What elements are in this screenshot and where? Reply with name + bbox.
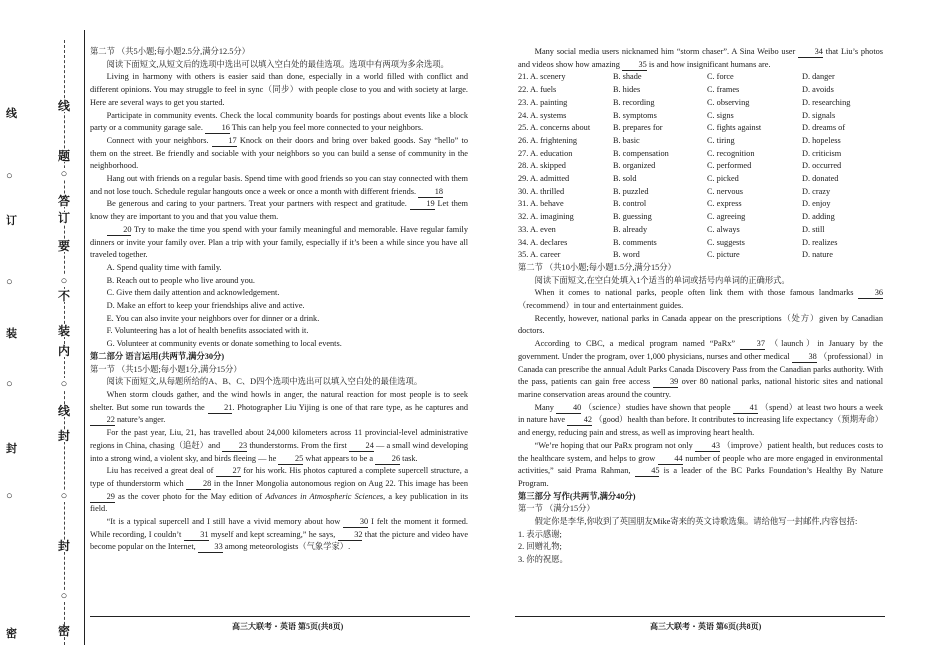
choice-option[interactable]: 26. A. frightening: [518, 135, 577, 145]
choice-option[interactable]: D. danger: [802, 72, 835, 82]
answer-blank[interactable]: 39: [653, 377, 678, 388]
choice-option[interactable]: 32. A. imagining: [518, 212, 574, 222]
answer-blank[interactable]: 44: [658, 454, 683, 465]
choice-option[interactable]: B. recording: [613, 97, 655, 107]
binding-label: 线: [6, 108, 17, 120]
choice-row: [518, 237, 883, 250]
margin-border-line: [84, 30, 85, 645]
answer-blank[interactable]: 28: [186, 479, 211, 490]
choice-option[interactable]: C. fights against: [707, 123, 762, 133]
choice-option[interactable]: 22. A. fuels: [518, 85, 557, 95]
choice-option[interactable]: D. criticism: [802, 148, 842, 158]
choice-row: [518, 148, 883, 161]
choice-option[interactable]: C. always: [707, 224, 740, 234]
choice-option[interactable]: B. already: [613, 224, 648, 234]
choice-option[interactable]: D. realizes: [802, 237, 838, 247]
instruction: 阅读下面短文,从短文后的选项中选出可以填入空白处的最佳选项。选项中有两项为多余选项。: [106, 59, 449, 69]
choice-row: [518, 198, 883, 211]
passage-paragraph: 20 Try to make the time you spend with your family meaningful and memorable. Have regular family dinners or invite your family over. Plan a trip with your family, especially if it’s been a while since you have all traveled together.: [90, 224, 468, 260]
choice-row: [518, 249, 883, 262]
answer-blank[interactable]: 23: [222, 441, 247, 452]
answer-blank[interactable]: 32: [338, 530, 363, 541]
binding-label: ○: [6, 276, 13, 288]
binding-label: ○: [6, 378, 13, 390]
binding-mark: 订: [58, 211, 71, 225]
binding-mark: 要: [58, 239, 71, 253]
footer-rule: [515, 616, 885, 617]
choice-option[interactable]: 30. A. thrilled: [518, 186, 565, 196]
binding-mark: 封: [58, 539, 71, 553]
choice-row: [518, 186, 883, 199]
answer-blank[interactable]: 42: [567, 415, 592, 426]
dashed-cut-line: [64, 40, 66, 645]
option: F. Volunteering has a lot of health benefits associated with it.: [106, 326, 309, 336]
choice-option[interactable]: B. shade: [613, 72, 642, 82]
passage-paragraph: Recently, however, national parks in Canada appear on the prescriptions（处方）given by Canadian doctors.: [518, 313, 883, 336]
page-footer-right: 高三大联考・英语 第6页(共8页): [650, 622, 762, 631]
option: C. Give them daily attention and acknowledgement.: [106, 288, 280, 298]
choice-row: [518, 122, 883, 135]
choice-option[interactable]: C. picked: [707, 174, 739, 184]
binding-label: 订: [6, 215, 17, 227]
answer-blank[interactable]: 43: [695, 441, 720, 452]
choice-option[interactable]: 27. A. education: [518, 148, 573, 158]
choice-row: [518, 160, 883, 173]
choice-row: [518, 173, 883, 186]
passage-paragraph: “We’re hoping that our PaRx program not only 43 （improve）patient health, but reduces costs to the healthcare system, and helps to grow 44 number of people who are more engaged in environmental activities,” said Prama Rahman, 45 is a leader of the BC Parks Foundation’s Healthy By Nature Program.: [518, 440, 884, 488]
answer-blank[interactable]: 38: [792, 352, 817, 363]
choice-option[interactable]: D. nature: [802, 250, 833, 260]
binding-mark: 线: [58, 404, 71, 418]
choice-option[interactable]: 21. A. scenery: [518, 72, 566, 82]
passage-paragraph: Many 40 （science）studies have shown that people 41 （spend）at least two hours a week in nature have 42 （good）health than before. It contributes to increasing life expectancy（预期寿命）and energy, reducing pain and stress, as well as improving heart health.: [518, 402, 884, 438]
binding-mark: 封: [58, 429, 71, 443]
choice-option[interactable]: B. word: [613, 250, 640, 260]
choice-option[interactable]: B. symptoms: [613, 110, 657, 120]
answer-blank[interactable]: 19: [410, 199, 435, 210]
answer-blank[interactable]: 20: [107, 225, 132, 236]
choice-option[interactable]: B. compensation: [613, 148, 669, 158]
option: G. Volunteer at community events or donate something to local events.: [106, 339, 342, 349]
choice-option[interactable]: D. adding: [802, 212, 835, 222]
choice-option[interactable]: B. basic: [613, 135, 640, 145]
answer-blank[interactable]: 30: [343, 517, 368, 528]
choice-option[interactable]: C. tiring: [707, 135, 735, 145]
writing-point: 1. 表示感谢;: [518, 529, 562, 539]
section-title: 第一节 （共15小题;每小题1分,满分15分）: [90, 364, 242, 374]
binding-mark: ○: [58, 590, 70, 602]
section-title: 第二节 （共10小题;每小题1.5分,满分15分）: [518, 262, 676, 272]
answer-blank[interactable]: 26: [375, 454, 400, 465]
choice-option[interactable]: C. picture: [707, 250, 740, 260]
page-footer-left: 高三大联考・英语 第5页(共8页): [232, 622, 344, 631]
choice-option[interactable]: D. researching: [802, 97, 851, 107]
answer-blank[interactable]: 35: [622, 60, 647, 71]
section-title: 第一节 （满分15分）: [518, 504, 595, 514]
answer-blank[interactable]: 21: [208, 403, 233, 414]
option: D. Make an effort to keep your friendships alive and active.: [106, 301, 305, 311]
choice-option[interactable]: D. signals: [802, 110, 836, 120]
choice-option[interactable]: C. signs: [707, 110, 734, 120]
passage-paragraph: Liu has received a great deal of 27 for his work. His photos captured a complete supercell structure, a type of thunderstorm which 28 in the Inner Mongolia autonomous region on Aug 22. This image has been 29 as the cover photo for the May edition of Advances in Atmospheric Sciences, a key publication in its field.: [90, 466, 469, 514]
choice-row: [518, 224, 883, 237]
passage-paragraph: When storm clouds gather, and the wind howls in anger, the natural reaction for most people is to seek shelter. But some run towards the 21. Photographer Liu Yijing is one of that rare type, as he captures and 22 nature’s anger.: [90, 389, 469, 425]
choice-option[interactable]: 29. A. admitted: [518, 174, 570, 184]
binding-mark: ○: [58, 378, 70, 390]
binding-mark: 题: [58, 149, 71, 163]
binding-mark: 密: [58, 624, 71, 638]
passage-paragraph: Living in harmony with others is easier said than done, especially in a world filled with conflict and different opinions. You may struggle to feel in sync（同步）with people close to you and with society at large. Here are several ways to get you started.: [90, 72, 468, 107]
answer-blank[interactable]: 27: [216, 466, 241, 477]
instruction: 假定你是李华,你收到了英国朋友Mike寄来的英文诗歌选集。请给他写一封邮件,内容包括:: [534, 517, 858, 527]
choice-row: [518, 211, 883, 224]
answer-blank[interactable]: 18: [418, 187, 443, 198]
choice-row: [518, 97, 883, 110]
choice-option[interactable]: C. observing: [707, 97, 750, 107]
answer-blank[interactable]: 36: [858, 288, 883, 299]
answer-blank[interactable]: 29: [90, 492, 115, 503]
answer-blank[interactable]: 22: [90, 415, 115, 426]
binding-label: 装: [6, 328, 17, 340]
choice-option[interactable]: C. agreeing: [707, 212, 746, 222]
answer-blank[interactable]: 25: [278, 454, 303, 465]
answer-blank[interactable]: 17: [212, 136, 237, 147]
choice-option[interactable]: 33. A. even: [518, 224, 556, 234]
right-column: [518, 46, 883, 567]
binding-mark: 装: [58, 324, 71, 338]
binding-mark: ○: [58, 275, 70, 287]
footer-rule: [90, 616, 470, 617]
choice-option[interactable]: 31. A. behave: [518, 199, 564, 209]
binding-mark: 答: [58, 194, 71, 208]
section-title: 第二节 （共5小题;每小题2.5分,满分12.5分）: [90, 47, 250, 56]
choice-option[interactable]: B. control: [613, 199, 647, 209]
binding-label: 封: [6, 443, 17, 455]
choice-option[interactable]: 24. A. systems: [518, 110, 567, 120]
option: E. You can also invite your neighbors over for dinner or a drink.: [106, 313, 320, 323]
choice-option[interactable]: D. crazy: [802, 186, 831, 196]
choice-row: [518, 110, 883, 123]
choice-option[interactable]: C. frames: [707, 85, 740, 95]
choice-option[interactable]: D. occurred: [802, 161, 842, 171]
choice-option[interactable]: 34. A. declares: [518, 237, 568, 247]
binding-mark: ○: [58, 168, 70, 180]
choice-option[interactable]: B. guessing: [613, 212, 652, 222]
passage-paragraph: Connect with your neighbors. 17 Knock on their doors and bring over baked goods. Say “hello” to them on the street. Be friendly and sociable with your neighbors so you can build a sense of community in the neighborhood.: [90, 135, 468, 171]
option: A. Spend quality time with family.: [106, 262, 222, 272]
choice-option[interactable]: D. dreams of: [802, 123, 846, 133]
binding-mark: 线: [58, 99, 71, 113]
choice-option[interactable]: B. hides: [613, 85, 641, 95]
choice-option[interactable]: C. nervous: [707, 186, 743, 196]
answer-blank[interactable]: 16: [205, 123, 230, 134]
choice-option[interactable]: C. force: [707, 72, 734, 82]
answer-blank[interactable]: 45: [635, 466, 660, 477]
instruction: 阅读下面短文,从每题所给的A、B、C、D四个选项中选出可以填入空白处的最佳选项。: [106, 377, 423, 387]
choice-option[interactable]: D. hopeless: [802, 135, 841, 145]
left-column: [90, 46, 468, 554]
option: B. Reach out to people who live around you.: [106, 275, 255, 285]
answer-blank[interactable]: 41: [733, 403, 758, 414]
choice-option[interactable]: B. prepares for: [613, 123, 663, 133]
binding-mark: ○: [58, 490, 70, 502]
passage-paragraph: Participate in community events. Check the local community boards for postings about events like a block party or a community garage sale. 16 This can help you feel more connected to your neighbors.: [90, 110, 468, 133]
part-title: 第二部分 语言运用(共两节,满分30分): [90, 351, 225, 361]
choice-option[interactable]: B. puzzled: [613, 186, 649, 196]
choice-row: [518, 84, 883, 97]
choice-option[interactable]: 25. A. concerns about: [518, 123, 591, 133]
binding-mark: 内: [58, 344, 71, 358]
choice-option[interactable]: C. performed: [707, 161, 752, 171]
choice-option[interactable]: B. comments: [613, 237, 657, 247]
passage-paragraph: Be generous and caring to your partners. Treat your partners with respect and gratitude. 19 Let them know they are important to you and that you value them.: [90, 199, 468, 222]
choice-option[interactable]: B. sold: [613, 174, 637, 184]
choice-option[interactable]: 23. A. painting: [518, 97, 568, 107]
choice-option[interactable]: 28. A. skipped: [518, 161, 566, 171]
choice-option[interactable]: 35. A. career: [518, 250, 561, 260]
choice-option[interactable]: D. still: [802, 224, 825, 234]
answer-blank[interactable]: 40: [556, 403, 581, 414]
answer-blank[interactable]: 34: [798, 47, 823, 58]
passage-paragraph: “It is a typical supercell and I still have a vivid memory about how 30 I felt the moment it formed. While recording, I couldn’t 31 myself and kept screaming,” he says, 32 that the picture and video have become popular on the Internet, 33 among meteorologists（气象学家）.: [90, 517, 469, 552]
binding-margin: [0, 0, 88, 659]
choice-row: [518, 135, 883, 148]
passage-paragraph: Hang out with friends on a regular basis. Spend time with good friends so you can stay connected with them and not lose touch. Schedule regular hangouts once a week or once a month with different friends. 18: [90, 174, 468, 196]
instruction: 阅读下面短文,在空白处填入1个适当的单词或括号内单词的正确形式。: [534, 275, 790, 285]
choice-row: [518, 71, 883, 84]
choice-option[interactable]: D. avoids: [802, 85, 834, 95]
part-title: 第三部分 写作(共两节,满分40分): [518, 491, 636, 501]
choice-option[interactable]: C. express: [707, 199, 742, 209]
binding-mark: 不: [58, 289, 71, 303]
passage-paragraph: When it comes to national parks, people often link them with those famous landmarks 36 （recommend）in tour and entertainment guides.: [518, 288, 884, 311]
answer-blank[interactable]: 37: [740, 339, 765, 350]
writing-point: 3. 你的祝愿。: [518, 555, 568, 565]
choice-option[interactable]: B. organized: [613, 161, 656, 171]
choice-option[interactable]: C. suggests: [707, 237, 745, 247]
answer-blank[interactable]: 24: [349, 441, 374, 452]
passage-paragraph: For the past year, Liu, 21, has travelled about 24,000 kilometers across 11 provincial-level administrative regions in China, chasing（追赶）and 23 thunderstorms. From the first 24 — a small wind developing into a strong wind, a violent sky, and birds fleeing — he 25 what appears to be a 26 task.: [90, 428, 469, 463]
choice-option[interactable]: D. donated: [802, 174, 839, 184]
passage-paragraph: According to CBC, a medical program named “PaRx” 37 （launch）in January by the government. Under the program, over 1,000 physicians, nurses and other medical 38 （professional）in Canada can prescribe the annual Adult Parks Canada Discovery Pass from the Canadian parks authority. With the pass, patients can gain free access 39 over 80 national parks, national historic sites and national marine conservation areas around the country.: [518, 339, 884, 399]
binding-label: 密: [6, 628, 17, 640]
choice-option[interactable]: D. enjoy: [802, 199, 831, 209]
choices-table: [518, 71, 883, 262]
answer-blank[interactable]: 31: [184, 530, 209, 541]
answer-blank[interactable]: 33: [198, 542, 223, 553]
writing-point: 2. 回赠礼物;: [518, 542, 562, 552]
binding-label: ○: [6, 490, 13, 502]
choice-option[interactable]: C. recognition: [707, 148, 755, 158]
binding-label: ○: [6, 170, 13, 182]
passage-paragraph: Many social media users nicknamed him “storm chaser”. A Sina Weibo user 34 that Liu’s photos and videos show how amazing 35 is and how insignificant humans are.: [518, 47, 883, 69]
